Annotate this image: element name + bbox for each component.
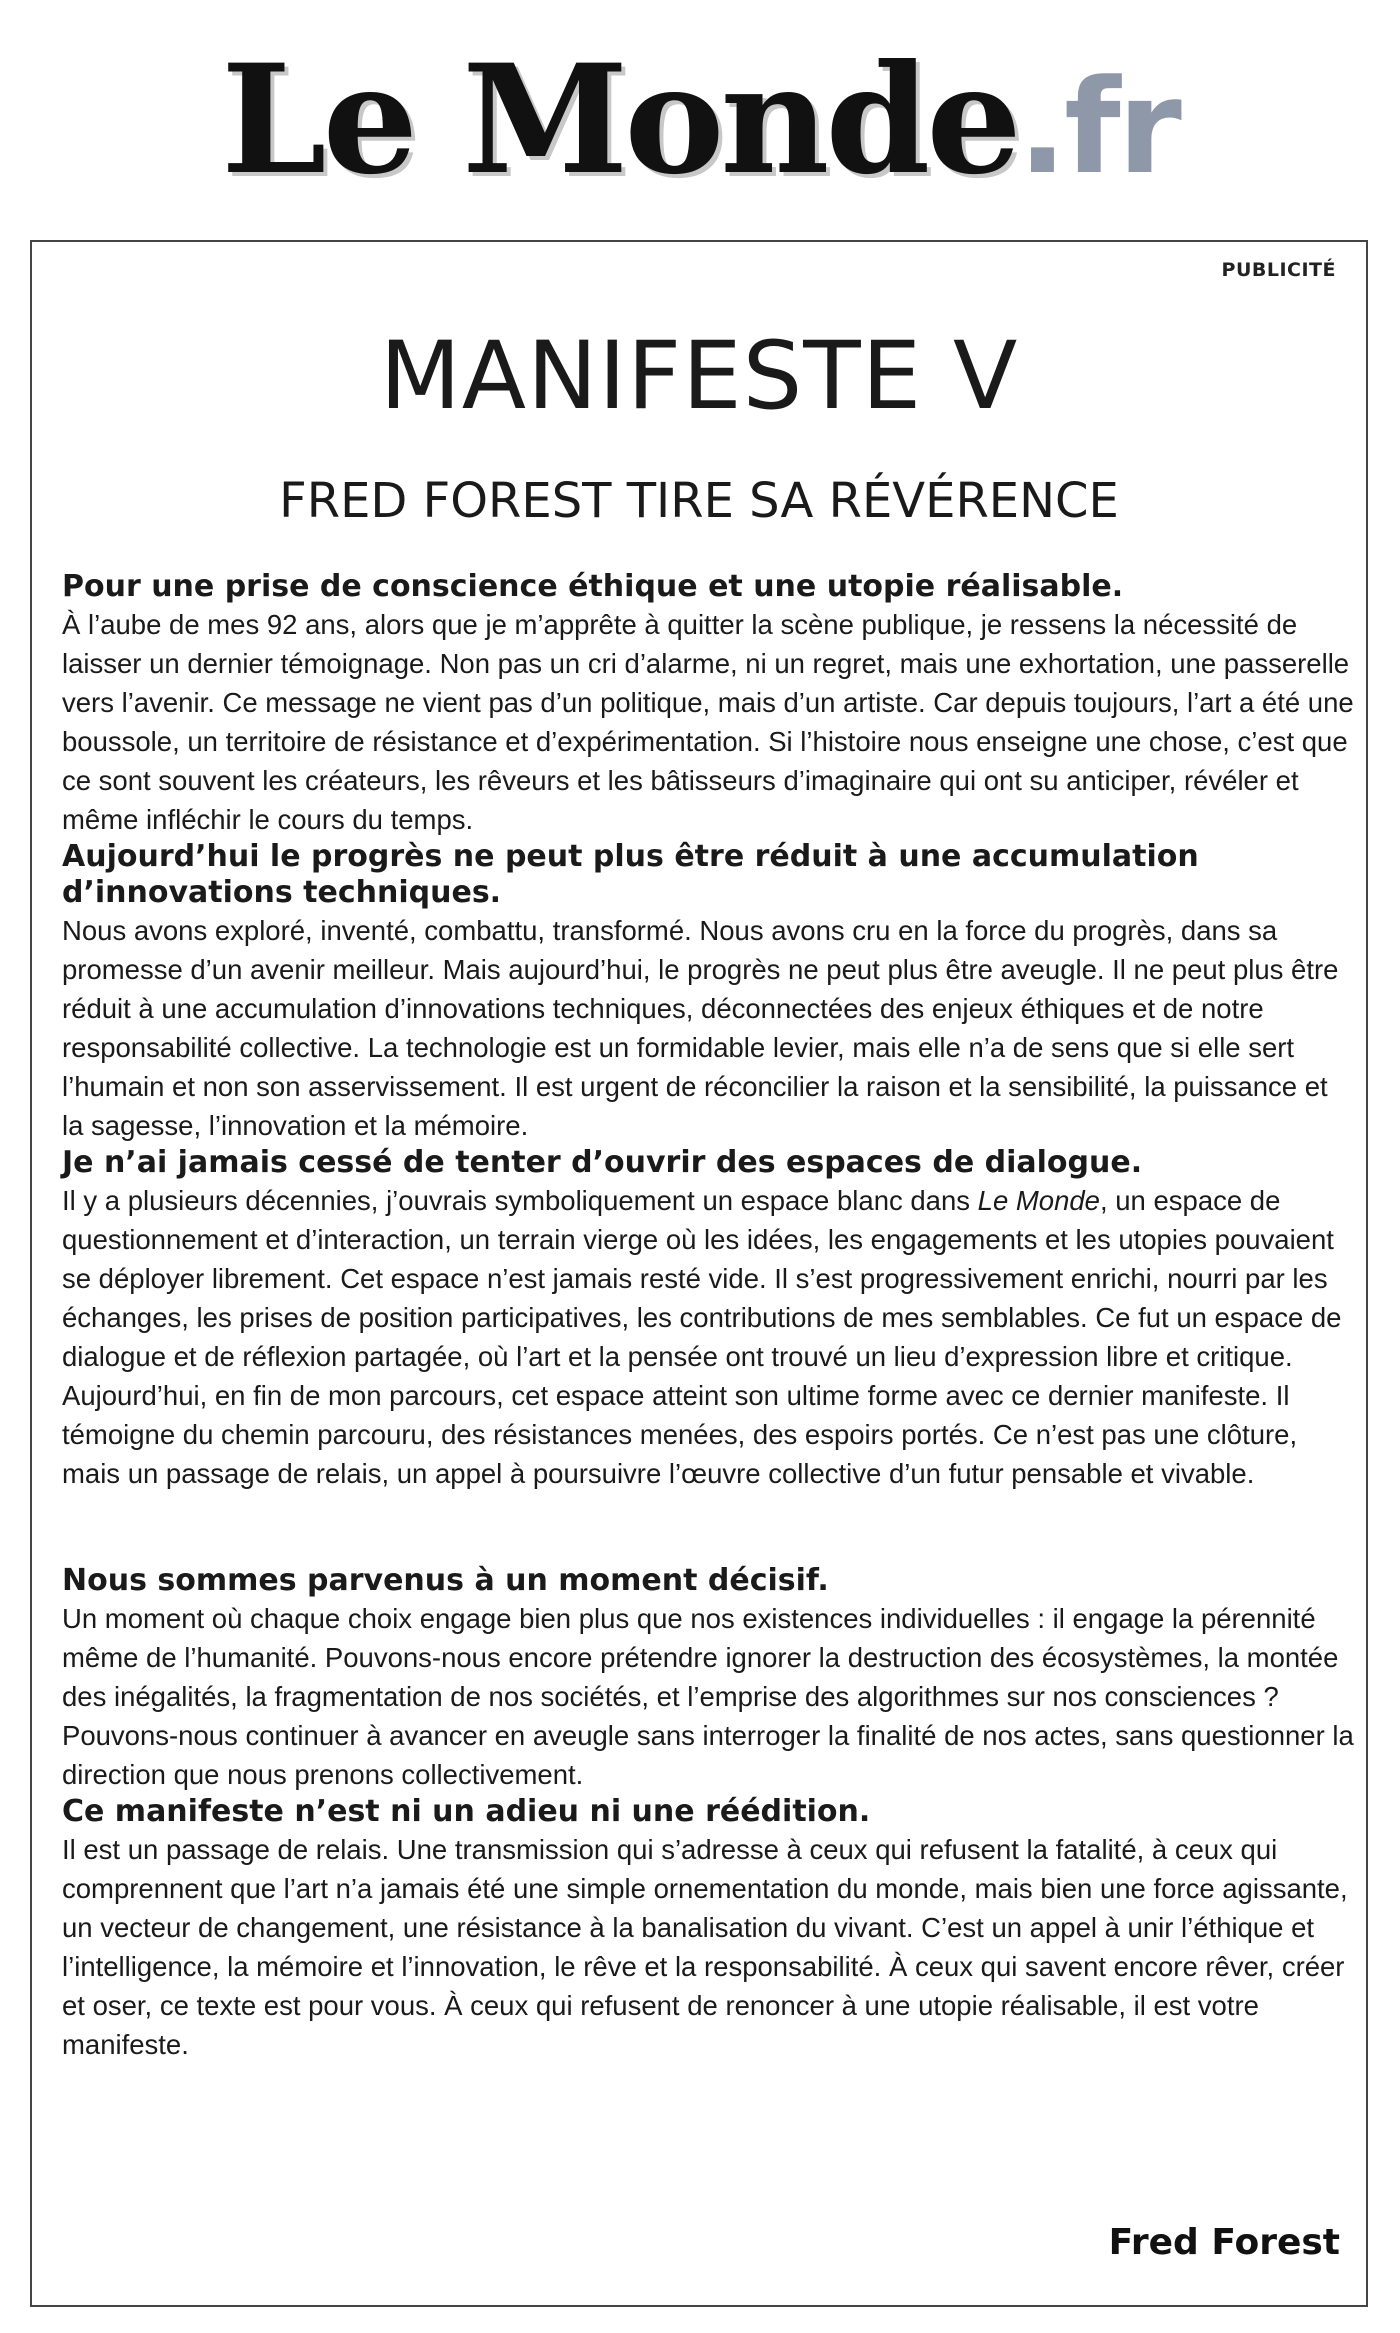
paragraph-text: Il y a plusieurs décennies, j’ouvrais symboliquement un espace blanc dans (62, 1185, 978, 1216)
author-signature: Fred Forest (1108, 2222, 1340, 2263)
manifesto-subtitle: FRED FOREST TIRE SA RÉVÉRENCE (279, 473, 1119, 529)
section-paragraph: Il est un passage de relais. Une transmission qui s’adresse à ceux qui refusent la fatalité, à ceux qui comprennent que l’art n’a jamais été une simple ornementation du monde, mais bien une force agissante, un vecteur de changement, une résistance à la banalisation du vivant. C’est un appel à unir l’éthique et l’intelligence, la mémoire et l’innovation, le rêve et la responsabilité. À ceux qui savent encore rêver, créer et oser, ce texte est pour vous. À ceux qui refusent de renoncer à une utopie réalisable, il est votre manifeste. (62, 1834, 1348, 2060)
masthead-logo: Le Monde (221, 32, 1018, 208)
ad-label: PUBLICITÉ (1221, 259, 1336, 281)
section-paragraph: Nous avons exploré, inventé, combattu, transformé. Nous avons cru en la force du progrès, dans sa promesse d’un avenir meilleur. Mais aujourd’hui, le progrès ne peut plus être aveugle. Il ne peut plus être réduit à une accumulation d’innovations techniques, déconnectées des enjeux éthiques et de notre responsabilité collective. La technologie est un formidable levier, mais elle n’a de sens que si elle sert l’humain et non son asservissement. Il est urgent de réconcilier la raison et la sensibilité, la puissance et la sagesse, l’innovation et la mémoire. (62, 915, 1339, 1141)
manifesto-title: MANIFESTE V (379, 322, 1019, 431)
section-heading: Pour une prise de conscience éthique et une utopie réalisable. (62, 569, 1124, 604)
masthead (0, 30, 1400, 210)
section-heading: Ce manifeste n’est ni un adieu ni une réédition. (62, 1794, 871, 1829)
manifesto-body (62, 569, 1354, 2064)
paragraph-text: , un espace de questionnement et d’interaction, un terrain vierge où les idées, les engagements et les utopies pouvaient se déployer librement. Cet espace n’est jamais resté vide. Il s’est progressivement enrichi, nourri par les échanges, les prises de position participatives, les contributions de mes semblables. Ce fut un espace de dialogue et de réflexion partagée, où l’art et la pensée ont trouvé un lieu d’expression libre et critique. Aujourd’hui, en fin de mon parcours, cet espace atteint son ultime forme avec ce dernier manifeste. Il témoigne du chemin parcouru, des résistances menées, des espoirs portés. Ce n’est pas une clôture, mais un passage de relais, un appel à poursuivre l’œuvre collective d’un futur pensable et vivable. (62, 1185, 1342, 1489)
section-paragraph: Un moment où chaque choix engage bien plus que nos existences individuelles : il engage la pérennité même de l’humanité. Pouvons-nous encore prétendre ignorer la destruction des écosystèmes, la montée des inégalités, la fragmentation de nos sociétés, et l’emprise des algorithmes sur nos consciences ? Pouvons-nous continuer à avancer en aveugle sans interroger la finalité de nos actes, sans questionner la direction que nous prenons collectivement. (62, 1603, 1354, 1790)
section-gap (62, 1493, 1354, 1563)
section-paragraph (62, 1181, 1354, 1493)
newspaper-name: Le Monde (977, 1185, 1100, 1216)
section-heading: Aujourd’hui le progrès ne peut plus être réduit à une accumulation d’innovations techniques. (62, 839, 1199, 910)
section-heading: Nous sommes parvenus à un moment décisif. (62, 1563, 829, 1598)
masthead-domain: .fr (1017, 51, 1179, 203)
section-paragraph: À l’aube de mes 92 ans, alors que je m’apprête à quitter la scène publique, je ressens la nécessité de laisser un dernier témoignage. Non pas un cri d’alarme, ni un regret, mais une exhortation, une passerelle vers l’avenir. Ce message ne vient pas d’un politique, mais d’un artiste. Car depuis toujours, l’art a été une boussole, un territoire de résistance et d’expérimentation. Si l’histoire nous enseigne une chose, c’est que ce sont souvent les créateurs, les rêveurs et les bâtisseurs d’imaginaire qui ont su anticiper, révéler et même infléchir le cours du temps. (62, 609, 1354, 835)
advertisement-frame (30, 240, 1368, 2307)
section-heading: Je n’ai jamais cessé de tenter d’ouvrir des espaces de dialogue. (62, 1145, 1143, 1180)
